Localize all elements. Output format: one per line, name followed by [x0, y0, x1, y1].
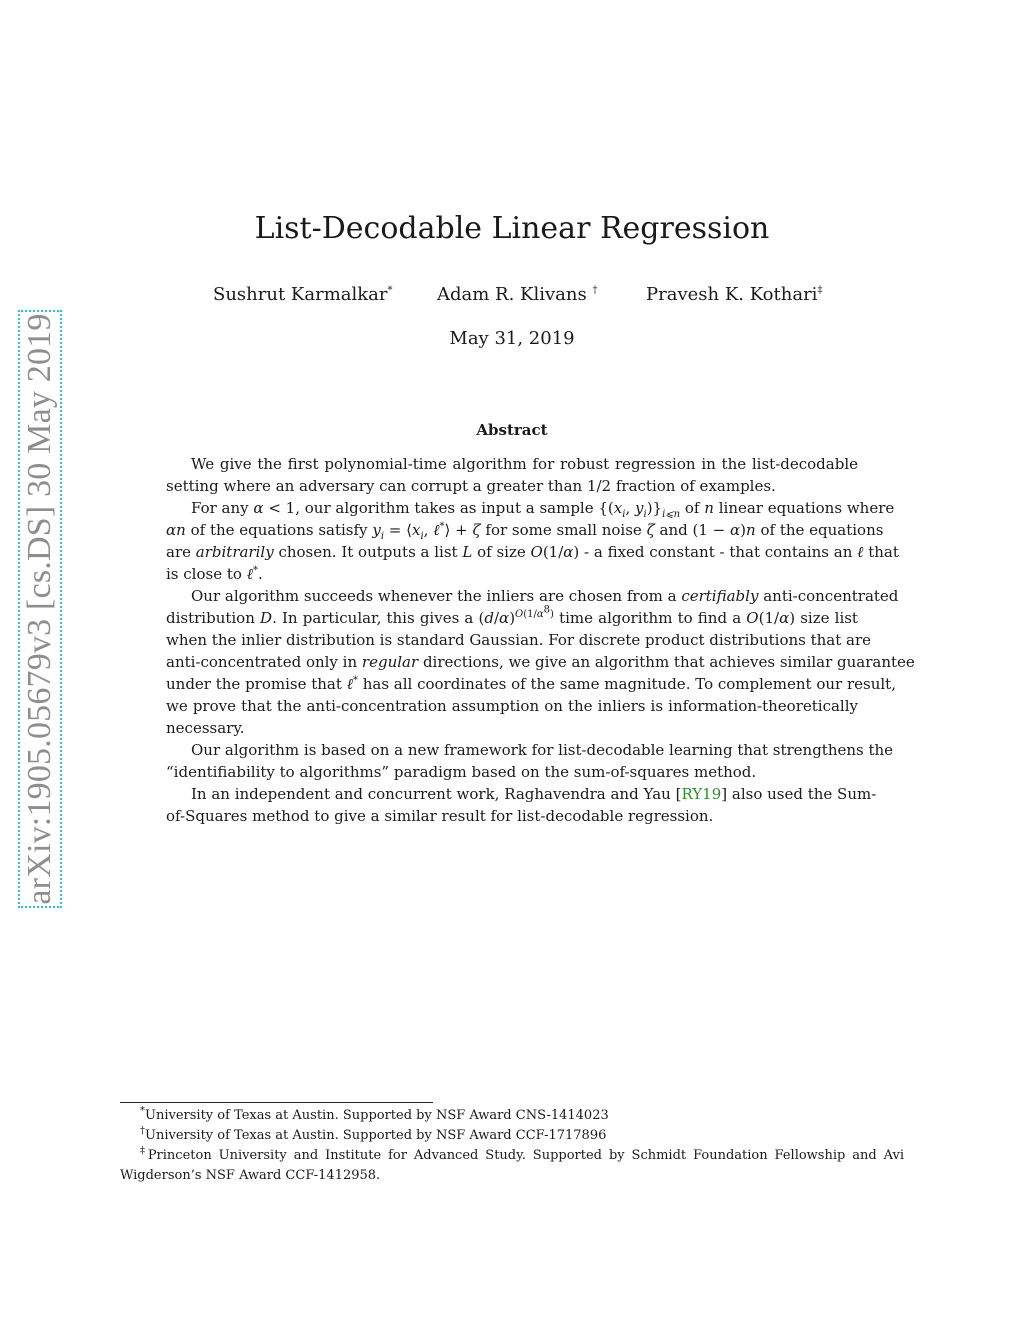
author-2 [437, 284, 597, 305]
author-3 [646, 284, 822, 305]
paper-title: List-Decodable Linear Regression [254, 211, 770, 246]
abstract-p3-line4: anti-concentrated only in regular directions, we give an algorithm that achieves similar guarantee [166, 653, 915, 671]
abstract-p2-line2: αn of the equations satisfy $y_i$ = $⟨x_i$, ℓ*⟩ + ζ for some small noise ζ and (1 − α)n of the equations [166, 521, 884, 542]
abstract-p2-line4: is close to ℓ*. [166, 565, 263, 583]
abstract-p3-line6: we prove that the anti-concentration assumption on the inliers is information-theoretically [166, 697, 858, 715]
author-2-mark: † [592, 285, 598, 296]
abstract-p1-line2: setting where an adversary can corrupt a greater than 1/2 fraction of examples. [166, 477, 776, 495]
footnote-1: *University of Texas at Austin. Supported by NSF Award CNS-1414023 [140, 1105, 609, 1123]
citation-ry19[interactable]: RY19 [681, 785, 722, 803]
author-3-name: Pravesh K. Kothari [646, 284, 818, 305]
footnote-2: †University of Texas at Austin. Supported by NSF Award CCF-1717896 [140, 1125, 607, 1143]
abstract-p5-line1: In an independent and concurrent work, Raghavendra and Yau [RY19] also used the Sum- [191, 785, 877, 803]
abstract-p5-line2: of-Squares method to give a similar result for list-decodable regression. [166, 807, 714, 825]
abstract-p4-line1: Our algorithm is based on a new framework for list-decodable learning that strengthens the [191, 741, 894, 759]
arxiv-identifier-stamp [18, 310, 62, 908]
abstract-p3-line7: necessary. [166, 719, 245, 737]
footnotes [120, 1106, 904, 1186]
abstract-p3-line3: when the inlier distribution is standard Gaussian. For discrete product distributions that are [166, 631, 872, 649]
abstract-p3-line5: under the promise that ℓ* has all coordinates of the same magnitude. To complement our result, [166, 675, 896, 693]
abstract-p3-line2: distribution D. In particular, this gives a $(d/\alpha)^{O(1/\alpha^8)}$ time algorithm to find a O(1/α) size list [166, 604, 858, 627]
author-1-name: Sushrut Karmalkar [213, 284, 388, 305]
author-2-name: Adam R. Klivans [437, 284, 587, 305]
abstract-p1-line1: We give the first polynomial-time algorithm for robust regression in the list-decodable [191, 455, 858, 473]
abstract-p2-line3: are arbitrarily chosen. It outputs a list L of size O(1/α) - a fixed constant - that contains an ℓ that [166, 543, 899, 561]
arxiv-identifier-text: arXiv:1905.05679v3 [cs.DS] 30 May 2019 [21, 313, 58, 905]
abstract-p4-line2: “identifiability to algorithms” paradigm based on the sum-of-squares method. [166, 763, 757, 781]
author-3-mark: ‡ [817, 285, 823, 296]
abstract-p2-line1: For any α < 1, our algorithm takes as input a sample {($x_i$, $y_i)\}_{i⩽n}$ of n linear equations where [191, 499, 895, 520]
footnote-3: ‡Princeton University and Institute for Advanced Study. Supported by Schmidt Foundation Fellowship and Avi [140, 1145, 905, 1163]
abstract-body [166, 453, 915, 827]
footnote-3-continued: Wigderson’s NSF Award CCF-1412958. [120, 1168, 381, 1183]
abstract-heading: Abstract [476, 421, 548, 439]
author-1 [213, 284, 393, 305]
paper-date: May 31, 2019 [449, 328, 575, 349]
footnote-divider [120, 1102, 433, 1103]
abstract-p3-line1: Our algorithm succeeds whenever the inliers are chosen from a certifiably anti-concentrated [191, 587, 899, 605]
author-1-mark: * [387, 285, 393, 296]
